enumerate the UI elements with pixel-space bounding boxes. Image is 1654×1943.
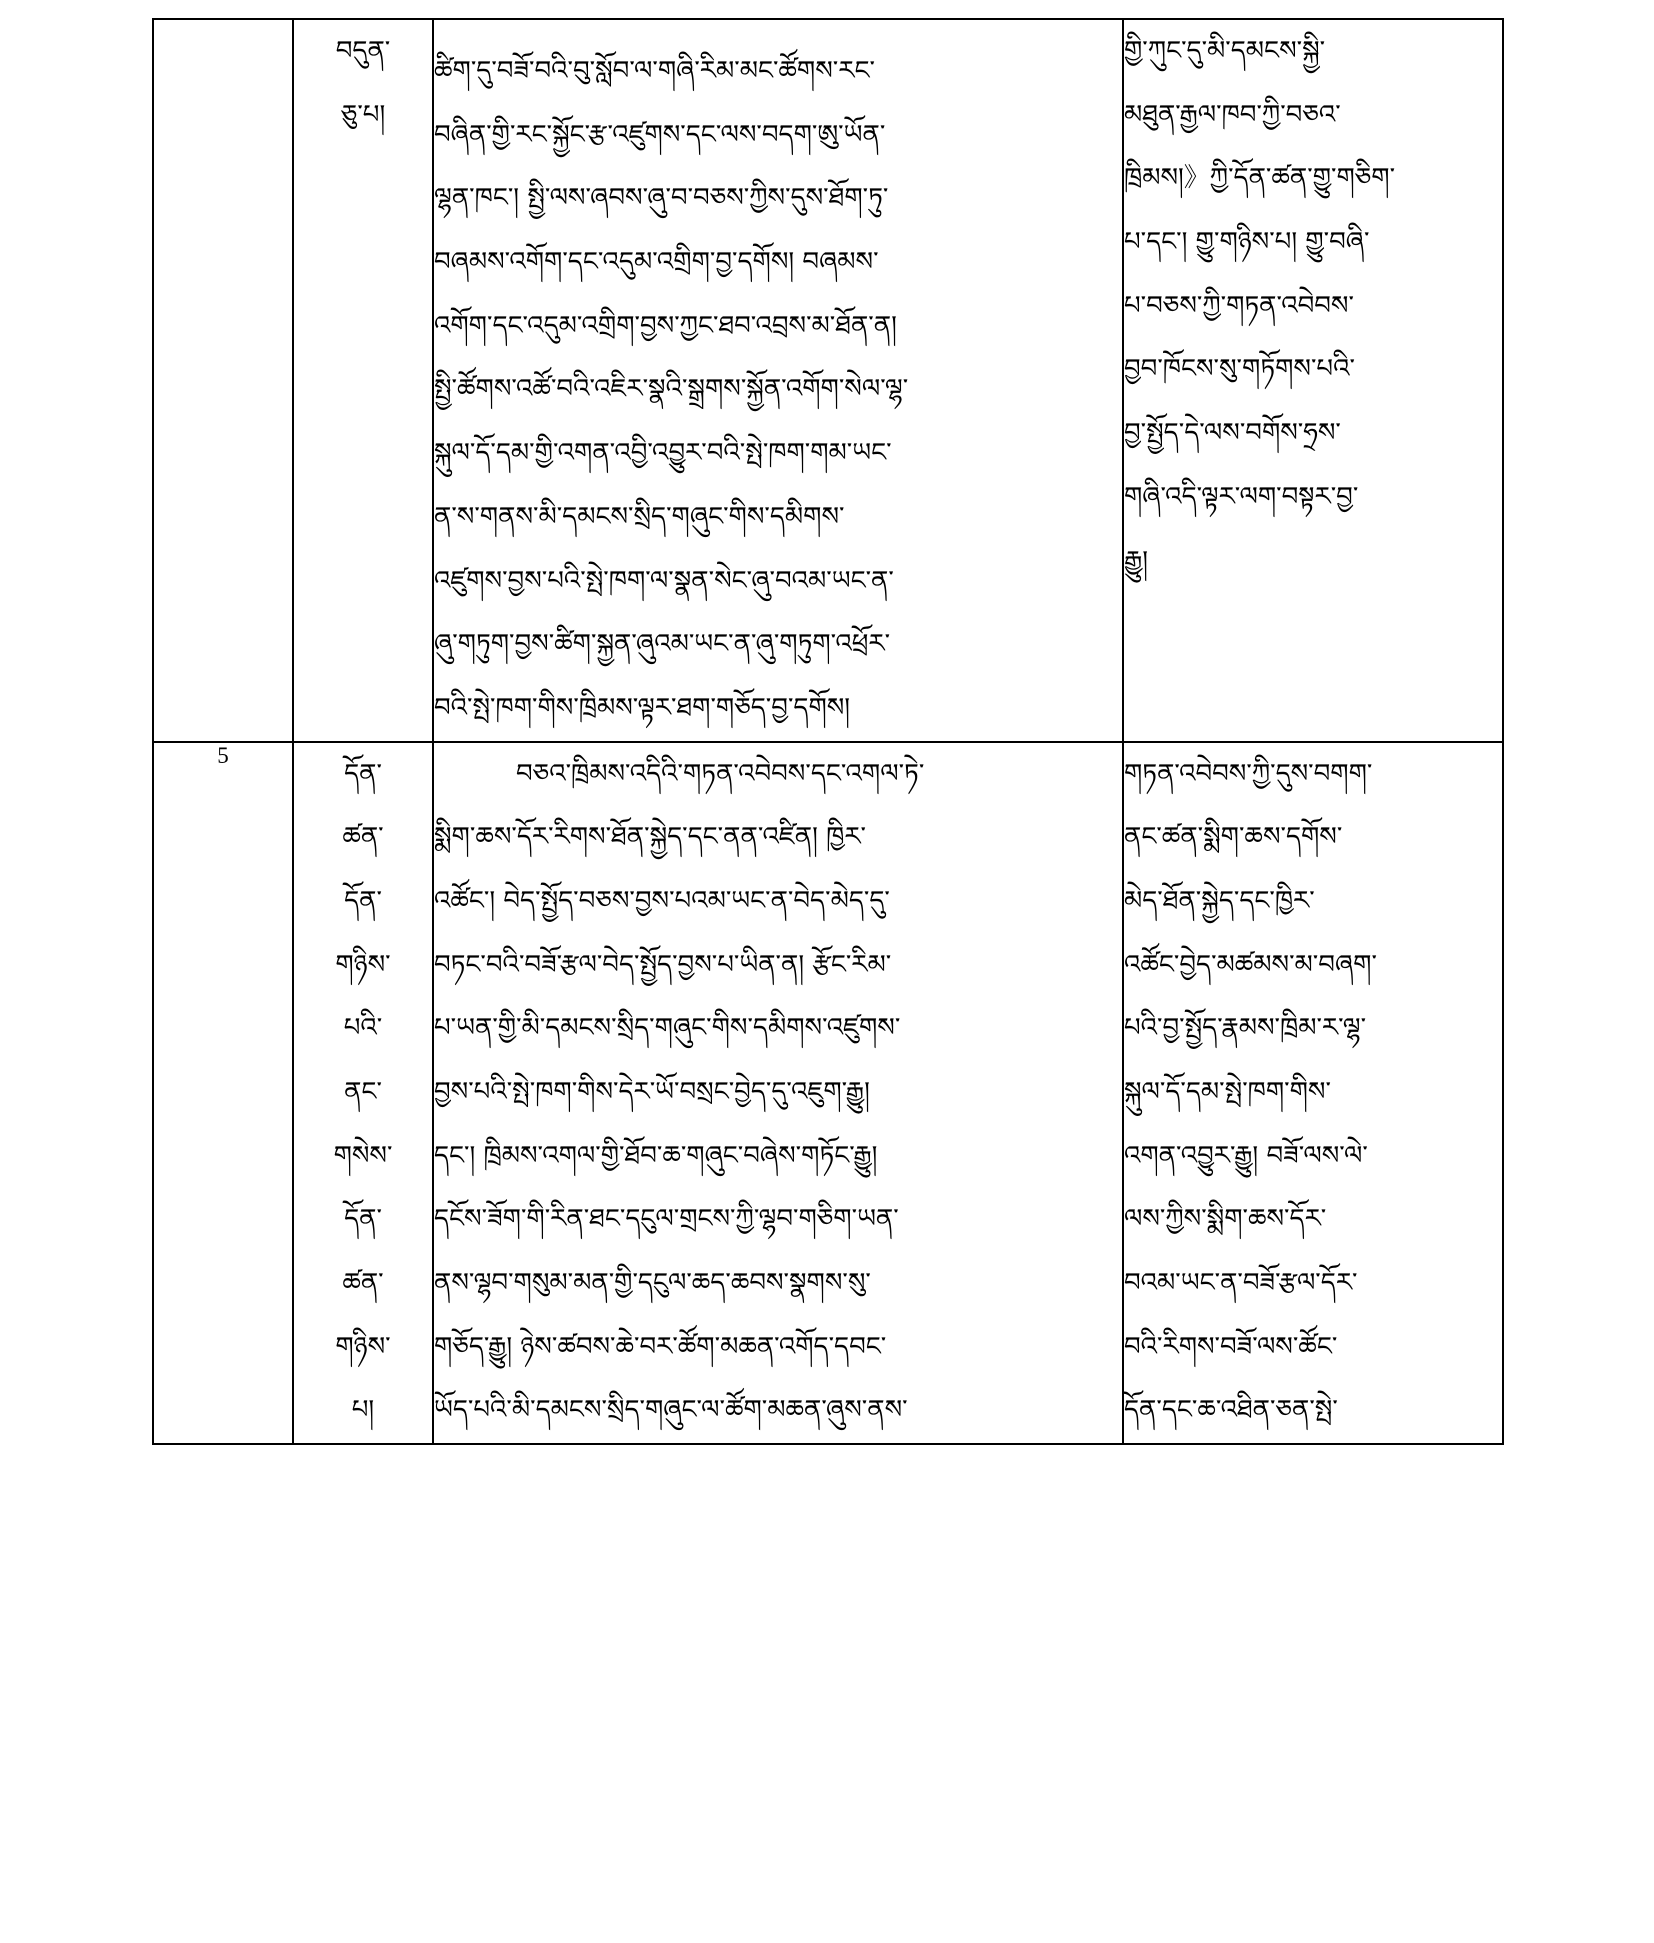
translation-line: པའི་བྱ་སྤྱོད་རྣམས་ཁྲིམ་ར་ལྷ་ bbox=[1124, 1013, 1367, 1044]
row-body-cell bbox=[433, 742, 1123, 1445]
heading-line: ཅུ་པ། bbox=[340, 99, 386, 130]
scripture-table bbox=[152, 18, 1504, 1445]
translation-line: གྱི་ཀུང་དུ་མི་དམངས་སྐྱི་ bbox=[1124, 36, 1326, 66]
body-line: ཡོད་པའི་མི་དམངས་སྲིད་གཞུང་ལ་ཚོག་མཆན་ཞུས་ནས་ bbox=[434, 1395, 908, 1426]
body-line: དངོས་ཟོག་གི་རིན་ཐང་དངུལ་གྲངས་ཀྱི་ལྷབ་གཅིག་ཡན་ bbox=[434, 1204, 899, 1235]
translation-line: ཁྲིམས།》ཀྱི་དོན་ཚན་གྱུ་གཅིག་ bbox=[1124, 163, 1396, 194]
body-line: གཅོད་རྒྱུ། ཉེས་ཚབས་ཆེ་བར་ཚོག་མཆན་འགོད་དབང་ bbox=[434, 1331, 887, 1362]
body-line: འཛུགས་བྱས་པའི་སྤེ་ཁག་ལ་སྣན་སེང་ཞུ་བའམ་ཡང་ན་ bbox=[434, 565, 894, 596]
body-line: སྨིག་ཆས་དོར་རིགས་ཐོན་སྐྱེད་དང་ནན་འཛིན། ཁྱིར་ bbox=[434, 822, 866, 853]
body-line: འཚོང་། བེད་སྤྱོད་བཅས་བྱས་པའམ་ཡང་ན་བེད་མེད་དུ་ bbox=[434, 885, 890, 916]
table-row bbox=[153, 19, 1503, 742]
row-number: 5 bbox=[217, 742, 229, 768]
heading-line: ཚན་ bbox=[342, 1268, 384, 1299]
heading-line: དོན་ bbox=[344, 758, 382, 789]
row-translation-cell bbox=[1123, 742, 1503, 1445]
translation-line: མེད་ཐོན་སྐྱེད་དང་ཁྱིར་ bbox=[1124, 885, 1315, 916]
body-line: བྱས་པའི་སྤེ་ཁག་གིས་དེར་ཡོ་བསྲང་བྱེད་དུ་འཇུག་རྒྱུ། bbox=[434, 1077, 870, 1107]
body-line: ཞུ་གཏུག་བྱས་ཚིག་སྐྱན་ཞུའམ་ཡང་ན་ཞུ་གཏུག་འཕྲོར་ bbox=[434, 629, 891, 660]
translation-line: པ་དང་། གྱུ་གཉིས་པ། གྱུ་བཞི་ bbox=[1124, 227, 1370, 258]
body-line: སྤྱི་ཚོགས་འཚོ་བའི་འཇིར་སྣའི་སྒྲགས་སྐྱོན་འགོག་སེལ་ལྷ་ bbox=[434, 374, 909, 405]
translation-line: ནང་ཚན་སྨིག་ཆས་དགོས་ bbox=[1124, 822, 1343, 853]
row-number-cell bbox=[153, 742, 293, 1445]
translation-line: ལས་ཀྱིས་སྨིག་ཆས་དོར་ bbox=[1124, 1204, 1327, 1235]
body-line: ནས་ལྷབ་གསུམ་མན་གྱི་དངུལ་ཆད་ཆབས་སྣགས་སུ་ bbox=[434, 1268, 871, 1299]
body-line: བཞིན་གྱི་རང་སྐྱོང་རྩ་འཛུགས་དང་ལས་བདག་ཨུ་ཡོན་ bbox=[434, 119, 886, 150]
table-body bbox=[153, 19, 1503, 1444]
translation-line: དོན་དང་ཆ་འཐིན་ཅན་སྤེ་ bbox=[1124, 1395, 1338, 1426]
heading-line: གཉིས་ bbox=[335, 949, 391, 980]
row-body-cell bbox=[433, 19, 1123, 742]
heading-line: པའི་ bbox=[343, 1013, 383, 1044]
translation-line: སྐུལ་དོ་དམ་སྤེ་ཁག་གིས་ bbox=[1124, 1077, 1331, 1107]
translation-line: གཏན་འབེབས་ཀྱི་དུས་བགག་ bbox=[1124, 758, 1373, 789]
heading-line: ནང་ bbox=[344, 1077, 382, 1107]
row-translation-cell bbox=[1123, 19, 1503, 742]
row-heading-cell bbox=[293, 742, 433, 1445]
heading-line: དོན་ bbox=[344, 1204, 382, 1235]
body-line: ཚིག་དུ་བཟོ་བའི་བུ་སློབ་ལ་གཞི་རིམ་མང་ཚོགས་རང་ bbox=[434, 56, 875, 86]
body-line: པ་ཡན་གྱི་མི་དམངས་སྲིད་གཞུང་གིས་དམིགས་འཛུགས་ bbox=[434, 1013, 901, 1044]
table-row bbox=[153, 742, 1503, 1445]
body-line: བཅའ་ཁྲིམས་འདིའི་གཏན་འབེབས་དང་འགལ་ཏེ་ bbox=[516, 758, 925, 789]
heading-line: པ། bbox=[351, 1395, 375, 1426]
translation-line: རྒྱུ། bbox=[1124, 545, 1149, 576]
body-line: བཏང་བའི་བཟོ་རྩལ་བེད་སྤྱོད་བྱས་པ་ཡིན་ན། རྩོང་རིམ་ bbox=[434, 949, 892, 980]
heading-line: གཉིས་ bbox=[335, 1331, 391, 1362]
heading-line: བདུན་ bbox=[335, 36, 391, 66]
translation-line: འགན་འབྱུར་རྒྱུ། བཟོ་ལས་ལེ་ bbox=[1124, 1140, 1368, 1171]
heading-line: གསེས་ bbox=[333, 1140, 393, 1171]
row-number-cell bbox=[153, 19, 293, 742]
row-heading-cell bbox=[293, 19, 433, 742]
translation-line: འཚོང་བྱེད་མཚམས་མ་བཞག་ bbox=[1124, 949, 1377, 980]
body-line: བའི་སྤེ་ཁག་གིས་ཁྲིམས་ལྟར་ཐག་གཅོད་བྱ་དགོས། bbox=[434, 692, 851, 723]
body-line: སྐུལ་དོ་དམ་གྱི་འགན་འབྱི་འབྱུར་བའི་སྤེ་ཁག་གམ་ཡང་ bbox=[434, 438, 892, 469]
body-line: ལྷན་ཁང་། སྤྱི་ལས་ཞབས་ཞུ་བ་བཅས་ཀྱིས་དུས་ཐོག་ཏུ་ bbox=[434, 183, 889, 214]
translation-line: པ་བཅས་ཀྱི་གཏན་འབེབས་ bbox=[1124, 290, 1354, 321]
heading-line: དོན་ bbox=[344, 885, 382, 916]
translation-line: མཐུན་རྒྱལ་ཁབ་ཀྱི་བཅའ་ bbox=[1124, 99, 1341, 130]
translation-line: བྱབ་ཁོངས་སུ་གཏོགས་པའི་ bbox=[1124, 354, 1355, 385]
heading-line: ཚན་ bbox=[342, 822, 384, 853]
translation-line: བའམ་ཡང་ན་བཟོ་རྩལ་དོར་ bbox=[1124, 1268, 1358, 1299]
translation-line: གཞི་འདི་ལྟར་ལག་བསྟར་བྱ་ bbox=[1124, 481, 1359, 512]
translation-line: བའི་རིགས་བཟོ་ལས་ཚོང་ bbox=[1124, 1331, 1338, 1362]
body-line: བཞམས་འགོག་དང་འདུམ་འགྲིག་བྱ་དགོས། བཞམས་ bbox=[434, 247, 879, 278]
body-line: འགོག་དང་འདུམ་འགྲིག་བྱས་ཀྱང་ཐབ་འབྲས་མ་ཐོན་ན། bbox=[434, 310, 897, 341]
translation-line: བྱ་སྤྱོད་དེ་ལས་བགོས་ཧྲས་ bbox=[1124, 418, 1341, 449]
body-line: དང་། ཁྲིམས་འགལ་གྱི་ཐོབ་ཆ་གཞུང་བཞེས་གཏོང་རྒྱུ། bbox=[434, 1140, 878, 1171]
body-line: ན་ས་གནས་མི་དམངས་སྲིད་གཞུང་གིས་དམིགས་ bbox=[434, 501, 845, 532]
